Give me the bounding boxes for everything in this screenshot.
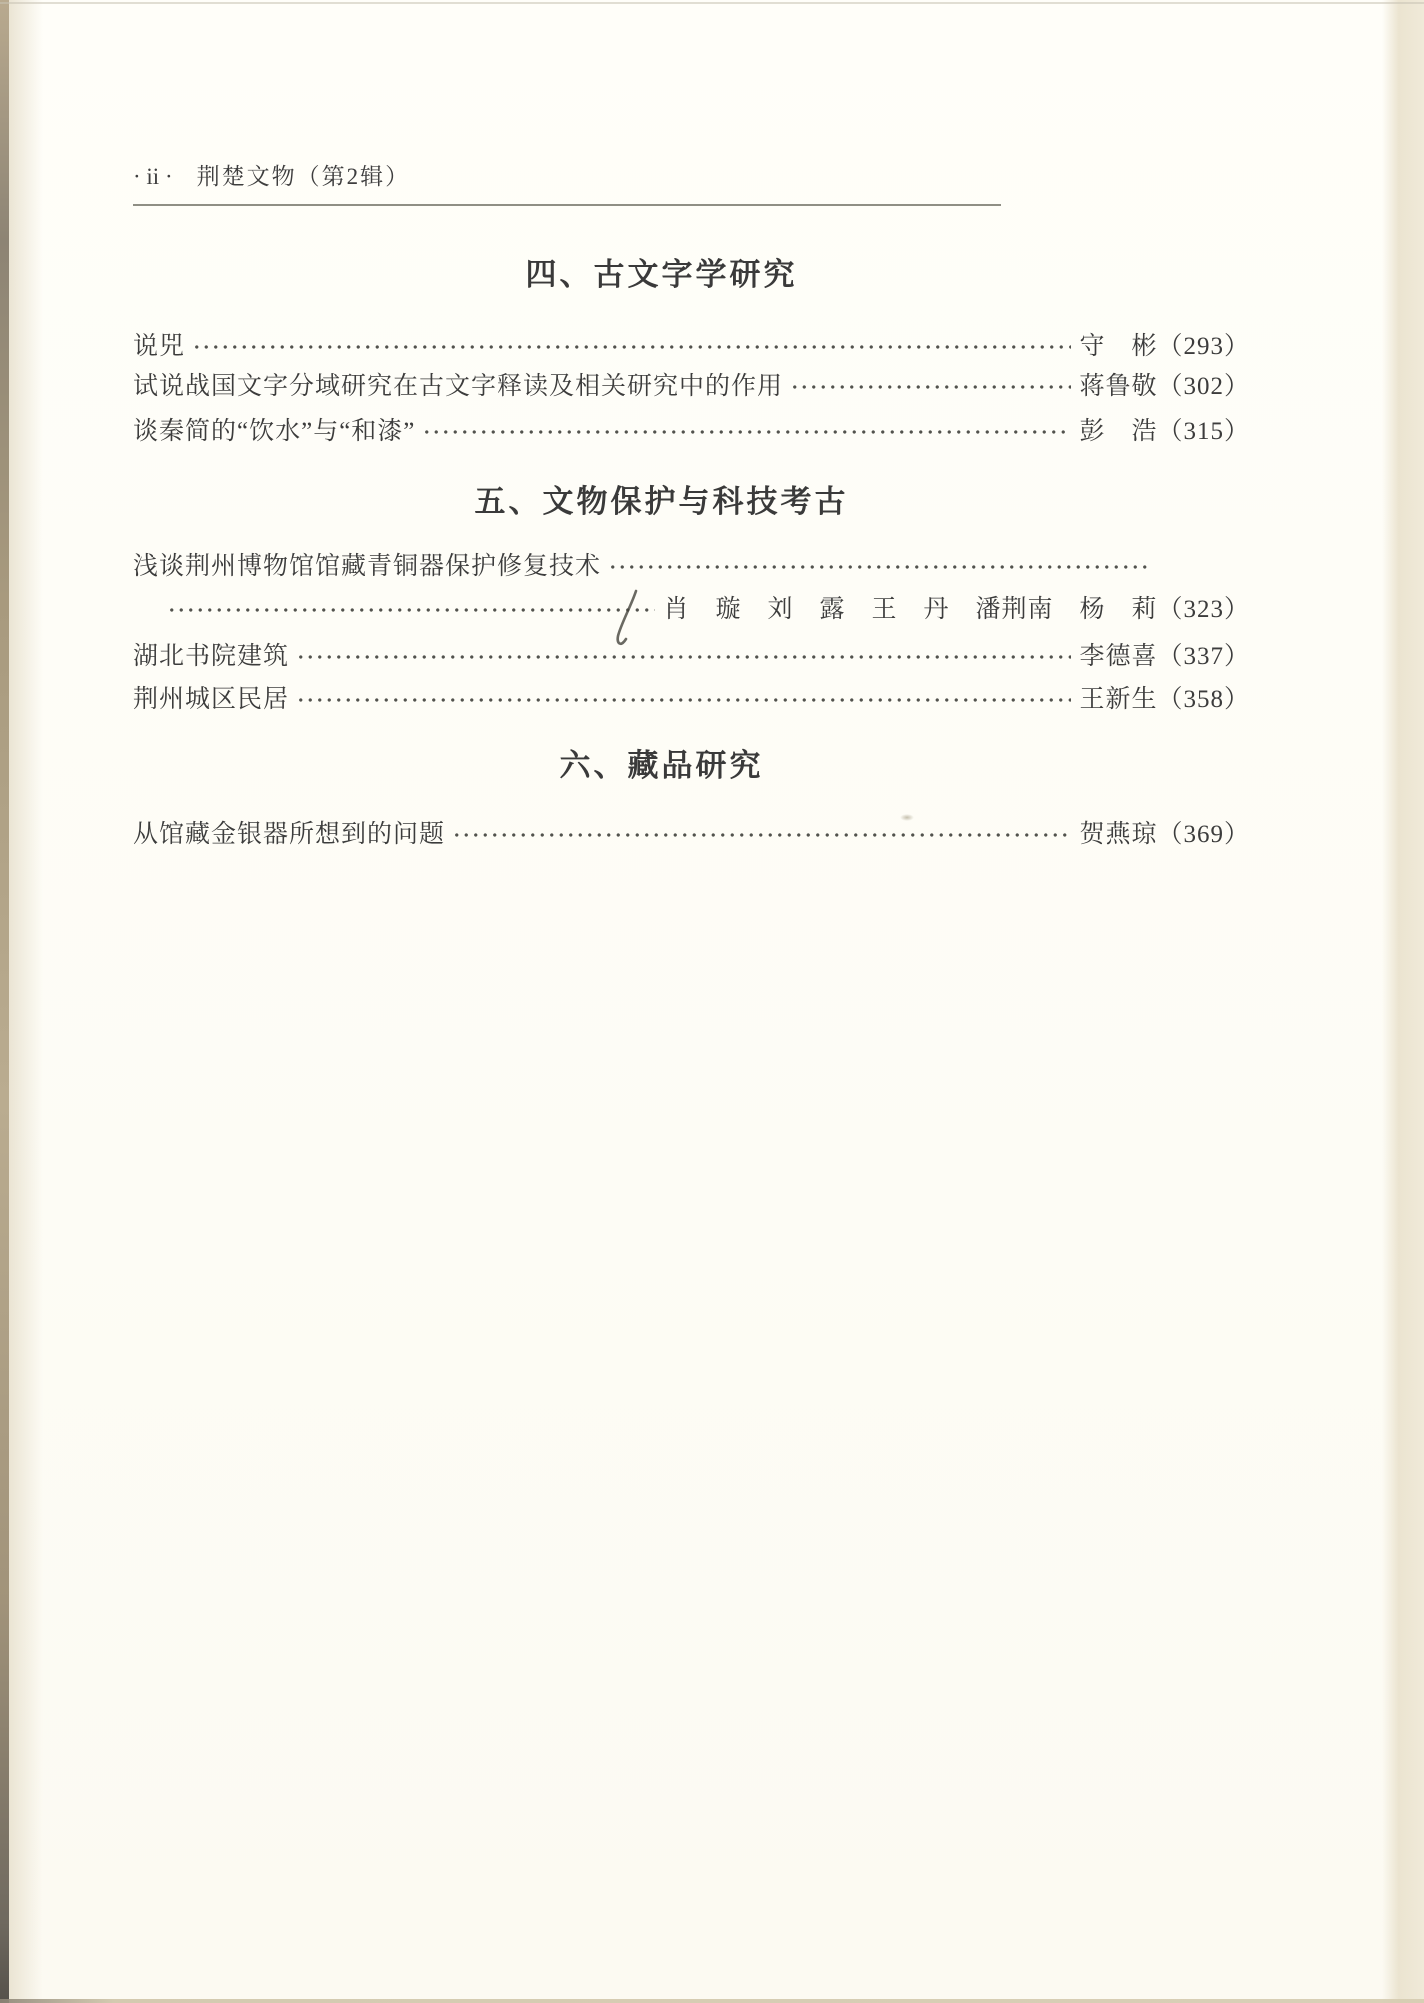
header-rule [133,204,1001,206]
section-heading-5: 五、文物保护与科技考古 [474,484,849,519]
dot-leader [293,683,1071,717]
handwritten-slash-mark [606,588,640,650]
toc-entry-title: 谈秦简的“饮水”与“和漆” [133,418,416,445]
running-header [133,158,1250,191]
toc-entry-title: 试说战国文字分域研究在古文字释读及相关研究中的作用 [133,373,784,400]
dot-leader [419,415,1071,449]
page-right-edge [1382,0,1424,2003]
toc-entry [133,640,1250,674]
dot-leader [787,370,1071,404]
dot-leader [293,640,1071,674]
toc-entry [133,370,1250,404]
book-title: 荆楚文物（第2辑） [196,164,411,189]
page-content [133,0,1250,852]
toc-entry-title: 从馆藏金银器所想到的问题 [133,821,446,848]
toc-entry [133,550,1250,584]
book-spine-edge [0,0,9,2003]
spine-shadow-fade [9,0,43,2003]
page-number-marker: · ii · [133,164,173,189]
toc-entry-title: 说兕 [133,333,186,360]
toc-entry [133,415,1250,449]
dot-leader [189,330,1071,364]
toc-entry [133,818,1250,852]
toc-entry-author-page: 贺燕琼（369） [1079,821,1250,848]
pencil-smudge-artifact [900,814,914,821]
dot-leader [164,593,655,627]
toc-entry-author-page: 守 彬（293） [1079,333,1250,360]
section-heading-6: 六、藏品研究 [559,748,764,783]
toc-entry-author-page: 肖 璇 刘 露 王 丹 潘荆南 杨 莉（323） [663,596,1250,623]
toc-entry-author-page: 李德喜（337） [1079,643,1250,670]
scan-bottom-edge [0,1999,1424,2003]
toc-entry-title: 浅谈荆州博物馆馆藏青铜器保护修复技术 [133,553,602,580]
toc-entry [133,330,1250,364]
dot-leader [449,818,1071,852]
toc-entry-author-page: 王新生（358） [1079,686,1250,713]
toc-entry-author-page: 彭 浩（315） [1079,418,1250,445]
toc-entry [133,683,1250,717]
section-heading-4: 四、古文字学研究 [525,257,798,292]
toc-entry-continuation [133,593,1250,627]
toc-entry-author-page: 蒋鲁敬（302） [1079,373,1250,400]
toc-entry-title: 荆州城区民居 [133,686,290,713]
dot-leader [605,550,1147,584]
toc-entry-title: 湖北书院建筑 [133,643,290,670]
